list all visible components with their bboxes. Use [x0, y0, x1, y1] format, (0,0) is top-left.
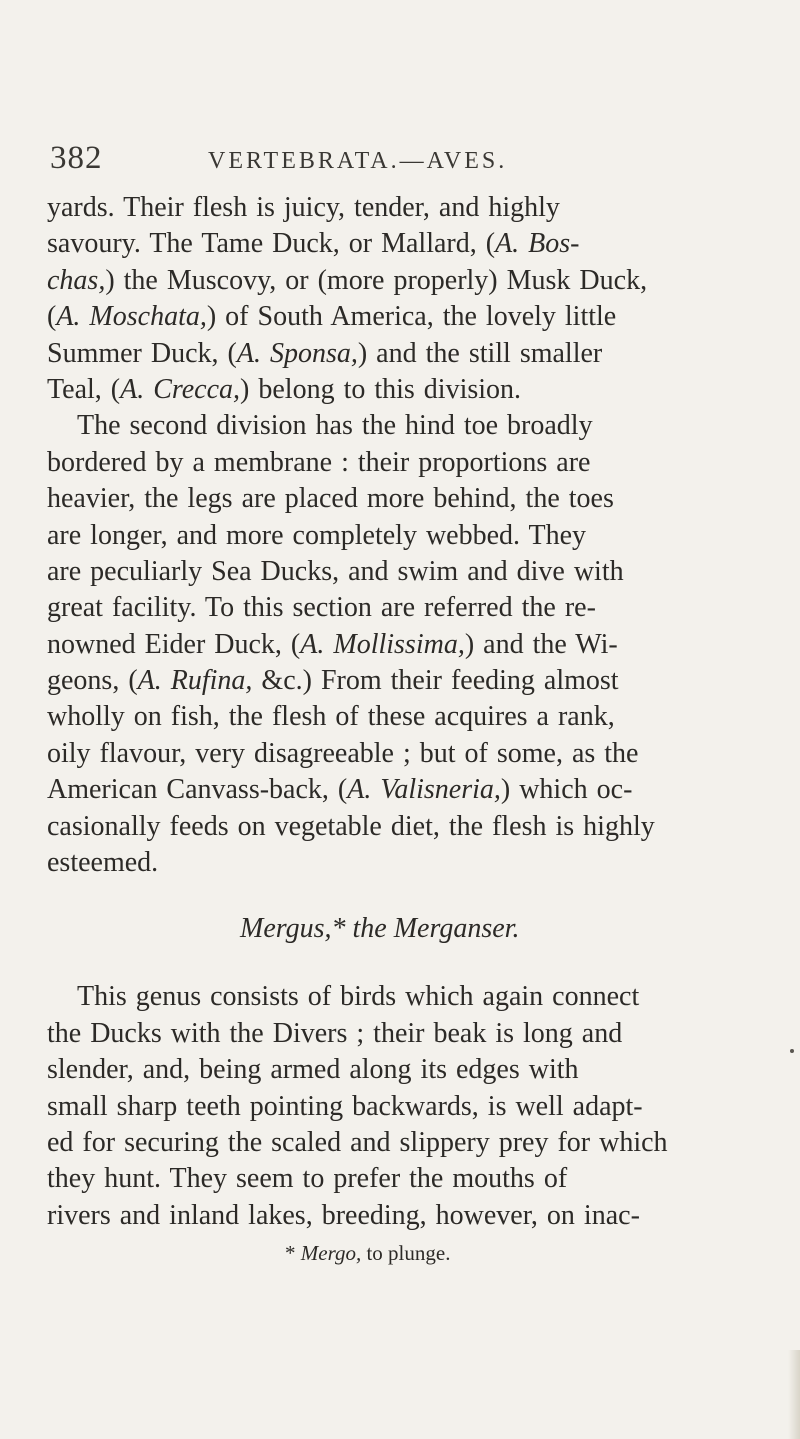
- page-edge-shadow: [788, 1350, 800, 1439]
- text-line: American Canvass-back, (A. Valisneria,) which oc-: [47, 774, 633, 806]
- running-head: VERTEBRATA.—AVES.: [208, 148, 508, 174]
- text-line: slender, and, being armed along its edges with: [47, 1054, 579, 1086]
- text-line: bordered by a membrane : their proportions are: [47, 446, 591, 478]
- footnote-gloss: to plunge.: [361, 1241, 451, 1266]
- footnote: [47, 1238, 767, 1268]
- text-line: geons, (A. Rufina, &c.) From their feeding almost: [47, 665, 619, 697]
- text-line: heavier, the legs are placed more behind, the toes: [47, 483, 614, 515]
- text-line: wholly on fish, the flesh of these acquires a rank,: [47, 701, 615, 733]
- text-line: they hunt. They seem to prefer the mouths of: [47, 1163, 568, 1195]
- text-line: small sharp teeth pointing backwards, is well adapt-: [47, 1090, 643, 1122]
- page-number: 382: [50, 140, 103, 176]
- text-line: This genus consists of birds which again connect: [77, 981, 640, 1013]
- footnote-marker: *: [285, 1241, 296, 1266]
- text-line: great facility. To this section are referred the re-: [47, 592, 596, 624]
- text-line: nowned Eider Duck, (A. Mollissima,) and the Wi-: [47, 628, 618, 660]
- text-line: ed for securing the scaled and slippery prey for which: [47, 1126, 668, 1158]
- text-line: Teal, (A. Crecca,) belong to this division.: [47, 373, 522, 405]
- text-line: rivers and inland lakes, breeding, however, on inac-: [47, 1199, 640, 1231]
- ink-speck: [790, 1049, 794, 1053]
- text-line: casionally feeds on vegetable diet, the flesh is highly: [47, 810, 655, 842]
- section-heading: Mergus,* the Merganser.: [240, 913, 520, 945]
- body-text: [47, 190, 767, 1268]
- text-line: The second division has the hind toe broadly: [77, 410, 593, 442]
- text-line: yards. Their flesh is juicy, tender, and highly: [47, 192, 560, 223]
- text-line: savoury. The Tame Duck, or Mallard, (A. Bos-: [47, 228, 580, 260]
- text-line: esteemed.: [47, 847, 159, 879]
- text-line: the Ducks with the Divers ; their beak is long and: [47, 1017, 623, 1049]
- text-line: are longer, and more completely webbed. They: [47, 519, 587, 551]
- footnote-term: Mergo,: [300, 1241, 362, 1266]
- text-line: oily flavour, very disagreeable ; but of some, as the: [47, 737, 639, 769]
- text-line: (A. Moschata,) of South America, the lovely little: [47, 301, 617, 333]
- text-line: chas,) the Muscovy, or (more properly) Musk Duck,: [47, 264, 648, 296]
- text-line: Summer Duck, (A. Sponsa,) and the still smaller: [47, 337, 603, 369]
- text-line: are peculiarly Sea Ducks, and swim and dive with: [47, 555, 624, 587]
